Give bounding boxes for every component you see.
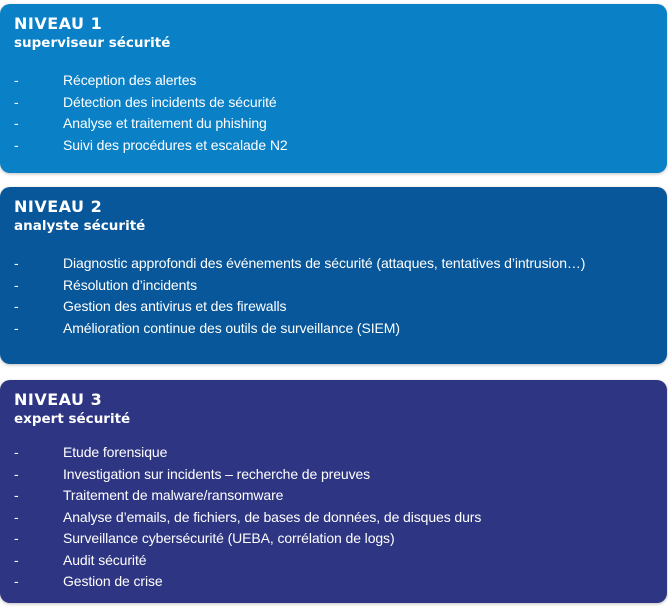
list-item-text: Réception des alertes xyxy=(63,72,197,88)
list-item xyxy=(14,550,653,572)
dash-bullet: - xyxy=(14,444,19,460)
list-item xyxy=(14,135,653,157)
list-item xyxy=(14,296,653,318)
dash-bullet: - xyxy=(14,298,19,314)
list-item xyxy=(14,113,653,135)
level-1-card xyxy=(0,4,667,173)
list-item-text: Gestion de crise xyxy=(63,573,163,589)
list-item xyxy=(14,528,653,550)
list-item xyxy=(14,571,653,593)
list-item xyxy=(14,92,653,114)
level-3-subtitle: expert sécurité xyxy=(14,411,131,427)
dash-bullet: - xyxy=(14,276,19,293)
list-item-text: Résolution d’incidents xyxy=(63,276,197,293)
list-item-text: Amélioration continue des outils de surveillance (SIEM) xyxy=(63,319,400,336)
list-item xyxy=(14,253,653,275)
dash-bullet: - xyxy=(14,93,19,110)
list-item-text: Surveillance cybersécurité (UEBA, corrélation de logs) xyxy=(63,530,395,546)
list-item-text: Audit sécurité xyxy=(63,551,147,568)
list-item-text: Diagnostic approfondi des événements de sécurité (attaques, tentatives d’intrusion…) xyxy=(63,255,586,271)
dash-bullet: - xyxy=(14,319,19,336)
dash-bullet: - xyxy=(14,551,19,568)
level-3-card xyxy=(0,380,667,603)
list-item-text: Détection des incidents de sécurité xyxy=(63,93,277,110)
list-item xyxy=(14,275,653,297)
list-item-text: Analyse et traitement du phishing xyxy=(63,115,267,131)
level-1-subtitle: superviseur sécurité xyxy=(14,35,171,51)
list-item xyxy=(14,464,653,486)
dash-bullet: - xyxy=(14,487,19,503)
list-item xyxy=(14,485,653,507)
dash-bullet: - xyxy=(14,573,19,589)
level-2-title: NIVEAU 2 xyxy=(14,197,103,216)
dash-bullet: - xyxy=(14,115,19,131)
level-2-card xyxy=(0,187,667,364)
level-1-title: NIVEAU 1 xyxy=(14,14,103,33)
list-item xyxy=(14,442,653,464)
level-3-title: NIVEAU 3 xyxy=(14,390,103,409)
list-item-text: Gestion des antivirus et des firewalls xyxy=(63,298,287,314)
level-2-subtitle: analyste sécurité xyxy=(14,218,146,234)
level-2-task-list xyxy=(14,253,653,339)
list-item xyxy=(14,507,653,529)
level-3-task-list xyxy=(14,442,653,593)
list-item xyxy=(14,70,653,92)
list-item-text: Suivi des procédures et escalade N2 xyxy=(63,136,288,153)
dash-bullet: - xyxy=(14,530,19,546)
dash-bullet: - xyxy=(14,255,19,271)
level-1-task-list xyxy=(14,70,653,156)
list-item-text: Etude forensique xyxy=(63,444,168,460)
list-item-text: Investigation sur incidents – recherche de preuves xyxy=(63,465,371,482)
dash-bullet: - xyxy=(14,465,19,482)
list-item-text: Traitement de malware/ransomware xyxy=(63,487,284,503)
dash-bullet: - xyxy=(14,136,19,153)
dash-bullet: - xyxy=(14,508,19,525)
list-item xyxy=(14,318,653,340)
list-item-text: Analyse d’emails, de fichiers, de bases de données, de disques durs xyxy=(63,508,482,525)
dash-bullet: - xyxy=(14,72,19,88)
